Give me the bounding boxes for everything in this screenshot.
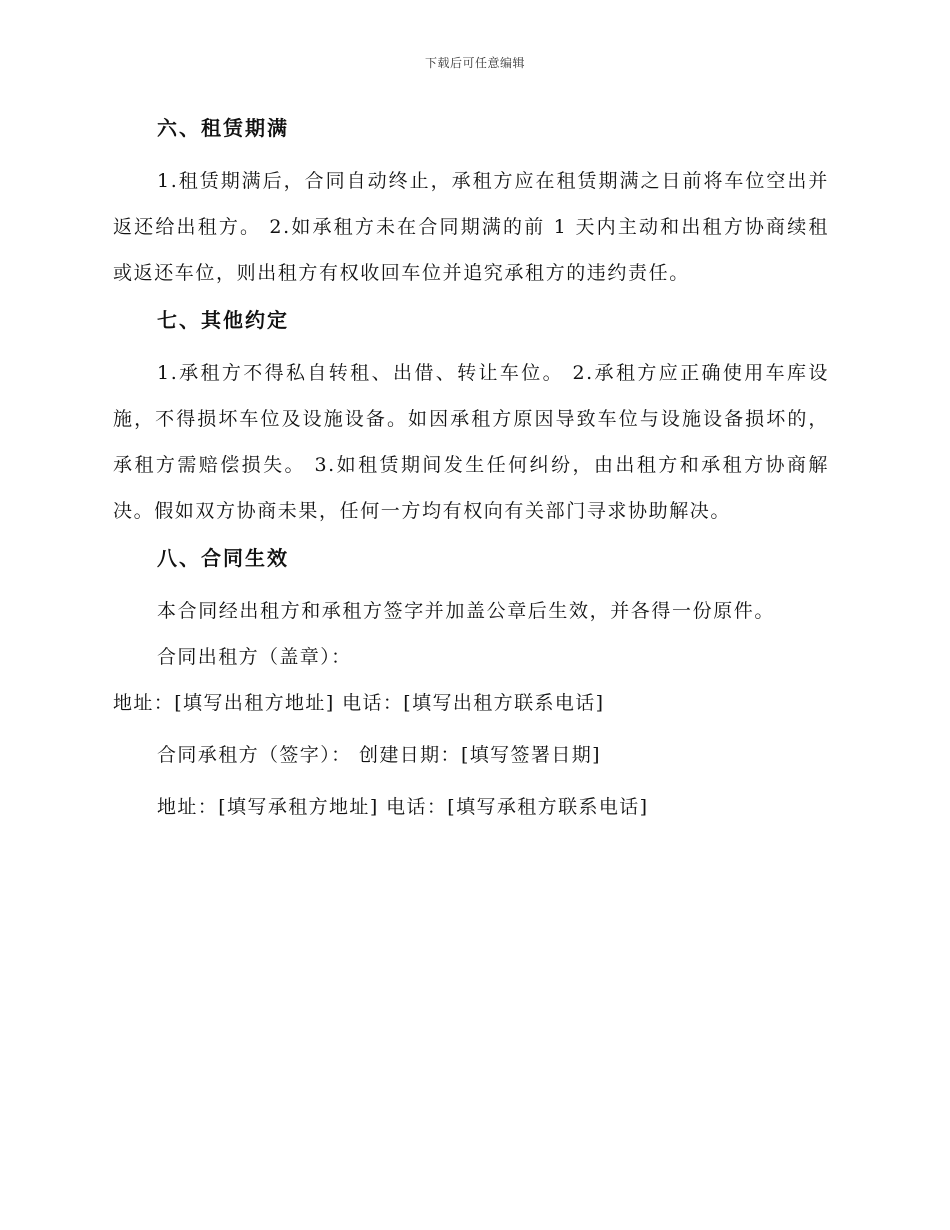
lessor-signature-label: 合同出租方（盖章）： [157, 646, 352, 668]
section-text-other: 1.承租方不得私自转租、出借、转让车位。 2.承租方应正确使用车库设施，不得损坏车位及设施设备。如因承租方原因导致车位与设施设备损坏的，承租方需赔偿损失。 3.如租赁期间发生任何纠纷，由出租方和承租方协商解决。假如双方协商未果，任何一方均有权向有关部门寻求协助解决。 [113, 362, 829, 522]
section-text-expiry: 1.租赁期满后，合同自动终止，承租方应在租赁期满之日前将车位空出并返还给出租方。 2.如承租方未在合同期满的前 1 天内主动和出租方协商续租或返还车位，则出租方有权收回车位并追究承租方的违约责任。 [113, 170, 829, 284]
section-heading-effect: 八、合同生效 [157, 546, 289, 570]
document-body [113, 110, 829, 830]
lessor-contact-line: 地址：[填写出租方地址] 电话：[填写出租方联系电话] [113, 692, 605, 714]
section-text-effect: 本合同经出租方和承租方签字并加盖公章后生效，并各得一份原件。 [157, 600, 776, 622]
page-header-note: 下载后可任意编辑 [424, 56, 525, 70]
lessee-contact-line: 地址：[填写承租方地址] 电话：[填写承租方联系电话] [157, 796, 649, 818]
section-heading-expiry: 六、租赁期满 [157, 116, 289, 140]
lessee-signature-line: 合同承租方（签字）： 创建日期：[填写签署日期] [157, 744, 601, 766]
section-heading-other: 七、其他约定 [157, 308, 289, 332]
